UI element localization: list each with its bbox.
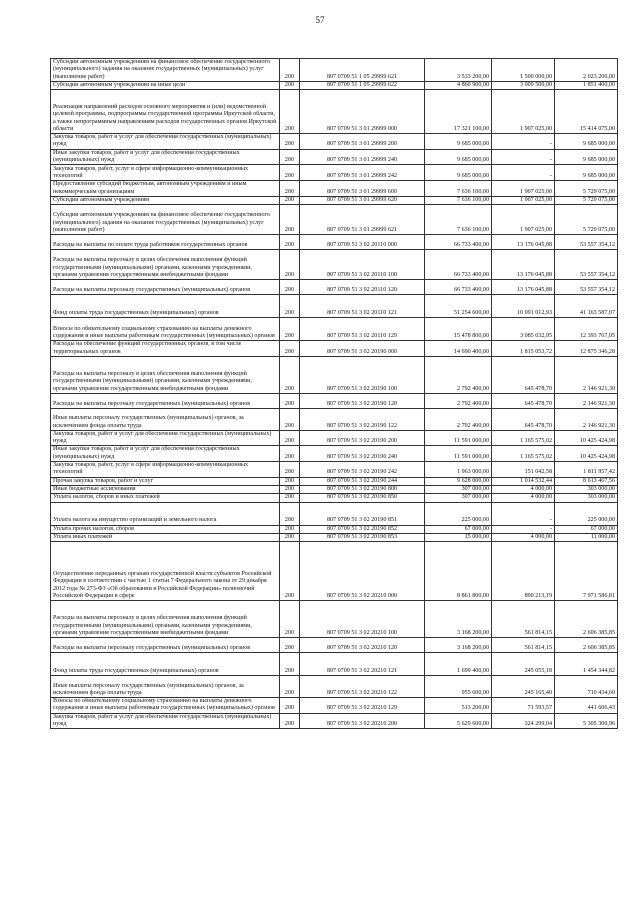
row-ved-code: 200 bbox=[280, 318, 300, 341]
row-name: Иные закупки товаров, работ и услуг для обеспечения государственных (муниципальных) нужд bbox=[51, 149, 280, 165]
row-remaining-amount: 9 685 000,00 bbox=[555, 134, 618, 150]
row-approved-amount: 9 685 000,00 bbox=[425, 149, 492, 165]
row-approved-amount: 9 685 000,00 bbox=[425, 134, 492, 150]
row-budget-code: 807 0709 51 3 02 20190 850 bbox=[300, 494, 425, 502]
row-ved-code: 200 bbox=[280, 196, 300, 204]
row-name: Расходы на выплаты персоналу государственных (муниципальных) органов bbox=[51, 280, 280, 295]
row-budget-code: 807 0709 51 3 02 20190 200 bbox=[300, 430, 425, 446]
row-name: Расходы на выплаты персоналу государственных (муниципальных) органов bbox=[51, 638, 280, 653]
table-row bbox=[51, 430, 618, 446]
table-row bbox=[51, 542, 618, 601]
table-row bbox=[51, 698, 618, 714]
row-remaining-amount: 53 557 354,12 bbox=[555, 250, 618, 280]
row-budget-code: 807 0709 51 3 02 20190 853 bbox=[300, 533, 425, 541]
row-ved-code: 200 bbox=[280, 408, 300, 430]
row-executed-amount: 1 907 025,00 bbox=[492, 90, 555, 134]
row-executed-amount: 4 000,00 bbox=[492, 533, 555, 541]
table-row bbox=[51, 235, 618, 250]
row-name: Иные выплаты персоналу государственных (муниципальных) органов, за исключением фонда оплаты труда bbox=[51, 408, 280, 430]
table-row bbox=[51, 59, 618, 82]
row-executed-amount: 1 907 025,00 bbox=[492, 196, 555, 204]
row-ved-code: 200 bbox=[280, 59, 300, 82]
row-approved-amount: 67 000,00 bbox=[425, 525, 492, 533]
table-row bbox=[51, 485, 618, 493]
row-executed-amount: 890 213,19 bbox=[492, 542, 555, 601]
row-budget-code: 807 0709 51 3 02 20210 100 bbox=[300, 601, 425, 638]
row-approved-amount: 3 168 200,00 bbox=[425, 601, 492, 638]
table-row bbox=[51, 477, 618, 485]
row-executed-amount: 13 176 045,88 bbox=[492, 235, 555, 250]
row-budget-code: 807 0709 51 3 02 20190 242 bbox=[300, 462, 425, 478]
row-executed-amount: 4 000,00 bbox=[492, 494, 555, 502]
row-executed-amount: 561 814,15 bbox=[492, 601, 555, 638]
row-name: Фонд оплаты труда государственных (муниципальных) органов bbox=[51, 295, 280, 318]
row-budget-code: 807 0709 51 3 01 29999 621 bbox=[300, 205, 425, 235]
row-remaining-amount: 7 971 586,81 bbox=[555, 542, 618, 601]
row-approved-amount: 7 636 100,00 bbox=[425, 205, 492, 235]
row-executed-amount: - bbox=[492, 525, 555, 533]
row-executed-amount: 1 907 025,00 bbox=[492, 181, 555, 197]
row-approved-amount: 51 254 600,00 bbox=[425, 295, 492, 318]
row-name: Расходы на обеспечение функций государственных органов, в том числе территориальных органов bbox=[51, 341, 280, 357]
row-approved-amount: 307 000,00 bbox=[425, 494, 492, 502]
row-budget-code: 807 0709 51 3 02 20110 121 bbox=[300, 295, 425, 318]
row-executed-amount: 245 055,18 bbox=[492, 653, 555, 676]
row-executed-amount: 245 165,40 bbox=[492, 676, 555, 698]
row-name: Расходы на выплаты персоналу в целях обеспечения выполнения функций государственными (муниципальными) органами, казенными учреждениями, органами управления государственными внебюджетными фондами bbox=[51, 356, 280, 393]
row-name: Расходы на выплаты персоналу в целях обеспечения выполнения функций государственными (муниципальными) органами, казенными учреждениями, органами управления государственными внебюджетными фондами bbox=[51, 601, 280, 638]
row-executed-amount: 151 042,58 bbox=[492, 462, 555, 478]
row-executed-amount: 561 814,15 bbox=[492, 638, 555, 653]
row-approved-amount: 3 533 200,00 bbox=[425, 59, 492, 82]
row-remaining-amount: 53 557 354,12 bbox=[555, 235, 618, 250]
row-budget-code: 807 0709 51 3 02 20210 120 bbox=[300, 638, 425, 653]
row-ved-code: 200 bbox=[280, 295, 300, 318]
table-row bbox=[51, 181, 618, 197]
row-ved-code: 200 bbox=[280, 393, 300, 408]
row-remaining-amount: 8 613 467,56 bbox=[555, 477, 618, 485]
row-executed-amount: - bbox=[492, 502, 555, 525]
row-budget-code: 807 0709 51 1 05 29999 622 bbox=[300, 81, 425, 89]
row-remaining-amount: 12 875 346,28 bbox=[555, 341, 618, 357]
row-budget-code: 807 0709 51 3 02 20210 122 bbox=[300, 676, 425, 698]
row-approved-amount: 4 860 900,00 bbox=[425, 81, 492, 89]
row-budget-code: 807 0709 51 3 02 20190 122 bbox=[300, 408, 425, 430]
row-executed-amount: 1 165 575,02 bbox=[492, 446, 555, 462]
row-name: Уплата налогов, сборов и иных платежей bbox=[51, 494, 280, 502]
row-remaining-amount: 5 729 075,00 bbox=[555, 196, 618, 204]
row-executed-amount: 71 593,57 bbox=[492, 698, 555, 714]
row-budget-code: 807 0709 51 3 02 20110 129 bbox=[300, 318, 425, 341]
row-approved-amount: 15 000,00 bbox=[425, 533, 492, 541]
row-budget-code: 807 0709 51 1 05 29999 621 bbox=[300, 59, 425, 82]
row-budget-code: 807 0709 51 3 02 20190 120 bbox=[300, 393, 425, 408]
row-approved-amount: 7 636 100,00 bbox=[425, 181, 492, 197]
table-row bbox=[51, 295, 618, 318]
row-remaining-amount: 5 729 075,00 bbox=[555, 205, 618, 235]
row-name: Осуществление переданных органам государственной власти субъектов Российской Федерации в соответствии с частью 1 статьи 7 Федерального закона от 29 декабря 2012 года № 273-ФЗ «Об образовании в Российской Федерации» полномочий Российской Федерации в сфере bbox=[51, 542, 280, 601]
row-name: Прочая закупка товаров, работ и услуг bbox=[51, 477, 280, 485]
row-name: Субсидии автономным учреждениям bbox=[51, 196, 280, 204]
row-ved-code: 200 bbox=[280, 446, 300, 462]
table-row bbox=[51, 494, 618, 502]
row-name: Уплата налога на имущество организаций и земельного налога bbox=[51, 502, 280, 525]
row-approved-amount: 15 478 800,00 bbox=[425, 318, 492, 341]
row-approved-amount: 66 733 400,00 bbox=[425, 250, 492, 280]
row-remaining-amount: 225 000,00 bbox=[555, 502, 618, 525]
row-budget-code: 807 0709 51 3 02 20210 200 bbox=[300, 713, 425, 729]
row-executed-amount: 645 478,70 bbox=[492, 393, 555, 408]
row-name: Иные бюджетные ассигнования bbox=[51, 485, 280, 493]
row-executed-amount: 1 500 000,00 bbox=[492, 59, 555, 82]
row-budget-code: 807 0709 51 3 02 20190 240 bbox=[300, 446, 425, 462]
row-name: Иные выплаты персоналу государственных (муниципальных) органов, за исключением фонда оплаты труда bbox=[51, 676, 280, 698]
table-row bbox=[51, 149, 618, 165]
budget-table bbox=[50, 58, 618, 729]
row-approved-amount: 14 690 400,00 bbox=[425, 341, 492, 357]
row-name: Закупка товаров, работ и услуг для обеспечения государственных (муниципальных) нужд bbox=[51, 430, 280, 446]
row-ved-code: 200 bbox=[280, 90, 300, 134]
row-budget-code: 807 0709 51 3 02 20190 800 bbox=[300, 485, 425, 493]
row-executed-amount: 1 014 532,44 bbox=[492, 477, 555, 485]
table-row bbox=[51, 280, 618, 295]
row-approved-amount: 17 321 100,00 bbox=[425, 90, 492, 134]
row-ved-code: 200 bbox=[280, 205, 300, 235]
row-budget-code: 807 0709 51 3 01 29999 200 bbox=[300, 134, 425, 150]
table-row bbox=[51, 462, 618, 478]
row-budget-code: 807 0709 51 3 01 29999 620 bbox=[300, 196, 425, 204]
row-name: Субсидии автономным учреждениям на финансовое обеспечение государственного (муниципального) задания на оказание государственных (муниципальных) услуг (выполнение работ) bbox=[51, 205, 280, 235]
row-executed-amount: 645 478,70 bbox=[492, 408, 555, 430]
row-remaining-amount: 2 146 921,30 bbox=[555, 356, 618, 393]
row-ved-code: 200 bbox=[280, 494, 300, 502]
row-ved-code: 200 bbox=[280, 280, 300, 295]
row-approved-amount: 307 000,00 bbox=[425, 485, 492, 493]
row-name: Уплата прочих налогов, сборов bbox=[51, 525, 280, 533]
row-approved-amount: 66 733 400,00 bbox=[425, 235, 492, 250]
row-remaining-amount: 5 729 075,00 bbox=[555, 181, 618, 197]
row-approved-amount: 225 000,00 bbox=[425, 502, 492, 525]
row-executed-amount: 10 091 012,93 bbox=[492, 295, 555, 318]
row-remaining-amount: 12 393 767,05 bbox=[555, 318, 618, 341]
row-name: Закупка товаров, работ и услуг для обеспечения государственных (муниципальных) нужд bbox=[51, 134, 280, 150]
table-row bbox=[51, 601, 618, 638]
row-name: Субсидии автономным учреждениям на финансовое обеспечение государственного (муниципального) задания на оказание государственных (муниципальных) услуг (выполнение работ) bbox=[51, 59, 280, 82]
row-budget-code: 807 0709 51 3 02 20110 000 bbox=[300, 235, 425, 250]
row-name: Реализация направлений расходов основного мероприятия и (или) ведомственной целевой программы, подпрограммы государственной программы Иркутской области, а также непрограммным направлениям расходов государственных органов Иркутской области bbox=[51, 90, 280, 134]
row-approved-amount: 1 963 000,00 bbox=[425, 462, 492, 478]
row-executed-amount: - bbox=[492, 165, 555, 181]
row-remaining-amount: 11 000,00 bbox=[555, 533, 618, 541]
table-row bbox=[51, 134, 618, 150]
row-budget-code: 807 0709 51 3 01 29999 240 bbox=[300, 149, 425, 165]
row-approved-amount: 7 636 100,00 bbox=[425, 196, 492, 204]
row-executed-amount: 1 815 053,72 bbox=[492, 341, 555, 357]
row-remaining-amount: 9 685 000,00 bbox=[555, 165, 618, 181]
table-row bbox=[51, 713, 618, 729]
row-approved-amount: 2 792 400,00 bbox=[425, 393, 492, 408]
row-approved-amount: 9 628 000,00 bbox=[425, 477, 492, 485]
row-ved-code: 200 bbox=[280, 430, 300, 446]
row-remaining-amount: 2 606 385,85 bbox=[555, 601, 618, 638]
row-name: Фонд оплаты труда государственных (муниципальных) органов bbox=[51, 653, 280, 676]
row-remaining-amount: 15 414 075,00 bbox=[555, 90, 618, 134]
row-ved-code: 200 bbox=[280, 525, 300, 533]
row-budget-code: 807 0709 51 3 02 20190 852 bbox=[300, 525, 425, 533]
table-row bbox=[51, 341, 618, 357]
page-number: 57 bbox=[315, 15, 325, 25]
row-name: Взносы по обязательному социальному страхованию на выплаты денежного содержания и иные выплаты работникам государственных (муниципальных) органов bbox=[51, 698, 280, 714]
row-remaining-amount: 41 163 587,07 bbox=[555, 295, 618, 318]
row-budget-code: 807 0709 51 3 02 20210 121 bbox=[300, 653, 425, 676]
row-ved-code: 200 bbox=[280, 81, 300, 89]
row-budget-code: 807 0709 51 3 01 29999 242 bbox=[300, 165, 425, 181]
row-approved-amount: 5 629 600,00 bbox=[425, 713, 492, 729]
row-ved-code: 200 bbox=[280, 356, 300, 393]
row-ved-code: 200 bbox=[280, 502, 300, 525]
row-executed-amount: 13 176 045,88 bbox=[492, 280, 555, 295]
row-executed-amount: - bbox=[492, 134, 555, 150]
row-approved-amount: 2 792 400,00 bbox=[425, 408, 492, 430]
table-row bbox=[51, 90, 618, 134]
table-row bbox=[51, 81, 618, 89]
row-remaining-amount: 5 305 300,96 bbox=[555, 713, 618, 729]
row-approved-amount: 3 168 200,00 bbox=[425, 638, 492, 653]
row-remaining-amount: 303 000,00 bbox=[555, 494, 618, 502]
row-remaining-amount: 1 851 400,00 bbox=[555, 81, 618, 89]
row-ved-code: 200 bbox=[280, 698, 300, 714]
row-remaining-amount: 53 557 354,12 bbox=[555, 280, 618, 295]
row-approved-amount: 955 600,00 bbox=[425, 676, 492, 698]
row-remaining-amount: 9 685 000,00 bbox=[555, 149, 618, 165]
row-executed-amount: 4 000,00 bbox=[492, 485, 555, 493]
row-remaining-amount: 303 000,00 bbox=[555, 485, 618, 493]
row-ved-code: 200 bbox=[280, 341, 300, 357]
row-budget-code: 807 0709 51 3 01 29999 000 bbox=[300, 90, 425, 134]
row-ved-code: 200 bbox=[280, 462, 300, 478]
row-approved-amount: 9 685 000,00 bbox=[425, 165, 492, 181]
table-row bbox=[51, 446, 618, 462]
row-ved-code: 200 bbox=[280, 250, 300, 280]
row-executed-amount: 1 907 025,00 bbox=[492, 205, 555, 235]
row-budget-code: 807 0709 51 3 02 20190 851 bbox=[300, 502, 425, 525]
row-executed-amount: 645 478,70 bbox=[492, 356, 555, 393]
row-remaining-amount: 2 023 200,00 bbox=[555, 59, 618, 82]
row-approved-amount: 1 699 400,00 bbox=[425, 653, 492, 676]
row-budget-code: 807 0709 51 3 02 20190 000 bbox=[300, 341, 425, 357]
table-row bbox=[51, 196, 618, 204]
row-name: Расходы на выплаты персоналу государственных (муниципальных) органов bbox=[51, 393, 280, 408]
row-remaining-amount: 441 606,43 bbox=[555, 698, 618, 714]
row-remaining-amount: 67 000,00 bbox=[555, 525, 618, 533]
row-remaining-amount: 1 811 957,42 bbox=[555, 462, 618, 478]
row-name: Уплата иных платежей bbox=[51, 533, 280, 541]
row-name: Иные закупки товаров, работ и услуг для обеспечения государственных (муниципальных) нужд bbox=[51, 446, 280, 462]
table-row bbox=[51, 638, 618, 653]
row-executed-amount: 13 176 045,88 bbox=[492, 250, 555, 280]
row-name: Субсидии автономным учреждениям на иные цели bbox=[51, 81, 280, 89]
row-ved-code: 200 bbox=[280, 533, 300, 541]
table-row bbox=[51, 393, 618, 408]
row-remaining-amount: 10 425 424,98 bbox=[555, 446, 618, 462]
row-ved-code: 200 bbox=[280, 713, 300, 729]
table-row bbox=[51, 165, 618, 181]
row-approved-amount: 11 591 000,00 bbox=[425, 430, 492, 446]
table-row bbox=[51, 533, 618, 541]
row-budget-code: 807 0709 51 3 02 20210 129 bbox=[300, 698, 425, 714]
row-name: Расходы на выплаты по оплате труда работников государственных органов bbox=[51, 235, 280, 250]
row-ved-code: 200 bbox=[280, 134, 300, 150]
row-budget-code: 807 0709 51 3 02 20190 100 bbox=[300, 356, 425, 393]
row-ved-code: 200 bbox=[280, 235, 300, 250]
row-remaining-amount: 2 146 921,30 bbox=[555, 408, 618, 430]
table-row bbox=[51, 318, 618, 341]
table-row bbox=[51, 250, 618, 280]
row-executed-amount: 3 085 032,95 bbox=[492, 318, 555, 341]
row-name: Закупка товаров, работ и услуг для обеспечения государственных (муниципальных) нужд bbox=[51, 713, 280, 729]
row-ved-code: 200 bbox=[280, 485, 300, 493]
table-row bbox=[51, 502, 618, 525]
table-row bbox=[51, 205, 618, 235]
row-remaining-amount: 1 454 344,82 bbox=[555, 653, 618, 676]
row-remaining-amount: 10 425 424,98 bbox=[555, 430, 618, 446]
row-approved-amount: 11 591 000,00 bbox=[425, 446, 492, 462]
row-name: Закупка товаров, работ, услуг в сфере информационно-коммуникационных технологий bbox=[51, 165, 280, 181]
table-row bbox=[51, 653, 618, 676]
row-ved-code: 200 bbox=[280, 181, 300, 197]
row-executed-amount: - bbox=[492, 149, 555, 165]
row-name: Закупка товаров, работ, услуг в сфере информационно-коммуникационных технологий bbox=[51, 462, 280, 478]
row-executed-amount: 324 299,04 bbox=[492, 713, 555, 729]
row-remaining-amount: 710 434,60 bbox=[555, 676, 618, 698]
row-remaining-amount: 2 606 385,85 bbox=[555, 638, 618, 653]
row-approved-amount: 66 733 400,00 bbox=[425, 280, 492, 295]
row-name: Взносы по обязательному социальному страхованию на выплаты денежного содержания и иные выплаты работникам государственных (муниципальных) органов bbox=[51, 318, 280, 341]
table-row bbox=[51, 408, 618, 430]
row-ved-code: 200 bbox=[280, 601, 300, 638]
row-executed-amount: 1 165 575,02 bbox=[492, 430, 555, 446]
row-approved-amount: 8 861 800,00 bbox=[425, 542, 492, 601]
row-remaining-amount: 2 146 921,30 bbox=[555, 393, 618, 408]
row-ved-code: 200 bbox=[280, 542, 300, 601]
row-ved-code: 200 bbox=[280, 477, 300, 485]
row-approved-amount: 513 200,00 bbox=[425, 698, 492, 714]
row-budget-code: 807 0709 51 3 02 20210 000 bbox=[300, 542, 425, 601]
row-budget-code: 807 0709 51 3 02 20110 100 bbox=[300, 250, 425, 280]
row-approved-amount: 2 792 400,00 bbox=[425, 356, 492, 393]
row-ved-code: 200 bbox=[280, 638, 300, 653]
row-ved-code: 200 bbox=[280, 653, 300, 676]
row-budget-code: 807 0709 51 3 02 20190 244 bbox=[300, 477, 425, 485]
row-ved-code: 200 bbox=[280, 676, 300, 698]
row-executed-amount: 3 009 500,00 bbox=[492, 81, 555, 89]
table-row bbox=[51, 676, 618, 698]
row-budget-code: 807 0709 51 3 01 29999 600 bbox=[300, 181, 425, 197]
row-ved-code: 200 bbox=[280, 165, 300, 181]
row-name: Предоставление субсидий бюджетным, автономным учреждениям и иным некоммерческим организациям bbox=[51, 181, 280, 197]
row-budget-code: 807 0709 51 3 02 20110 120 bbox=[300, 280, 425, 295]
row-ved-code: 200 bbox=[280, 149, 300, 165]
table-row bbox=[51, 525, 618, 533]
table-row bbox=[51, 356, 618, 393]
row-name: Расходы на выплаты персоналу в целях обеспечения выполнения функций государственными (муниципальными) органами, казенными учреждениями, органами управления государственными внебюджетными фондами bbox=[51, 250, 280, 280]
budget-table-body bbox=[51, 59, 618, 729]
